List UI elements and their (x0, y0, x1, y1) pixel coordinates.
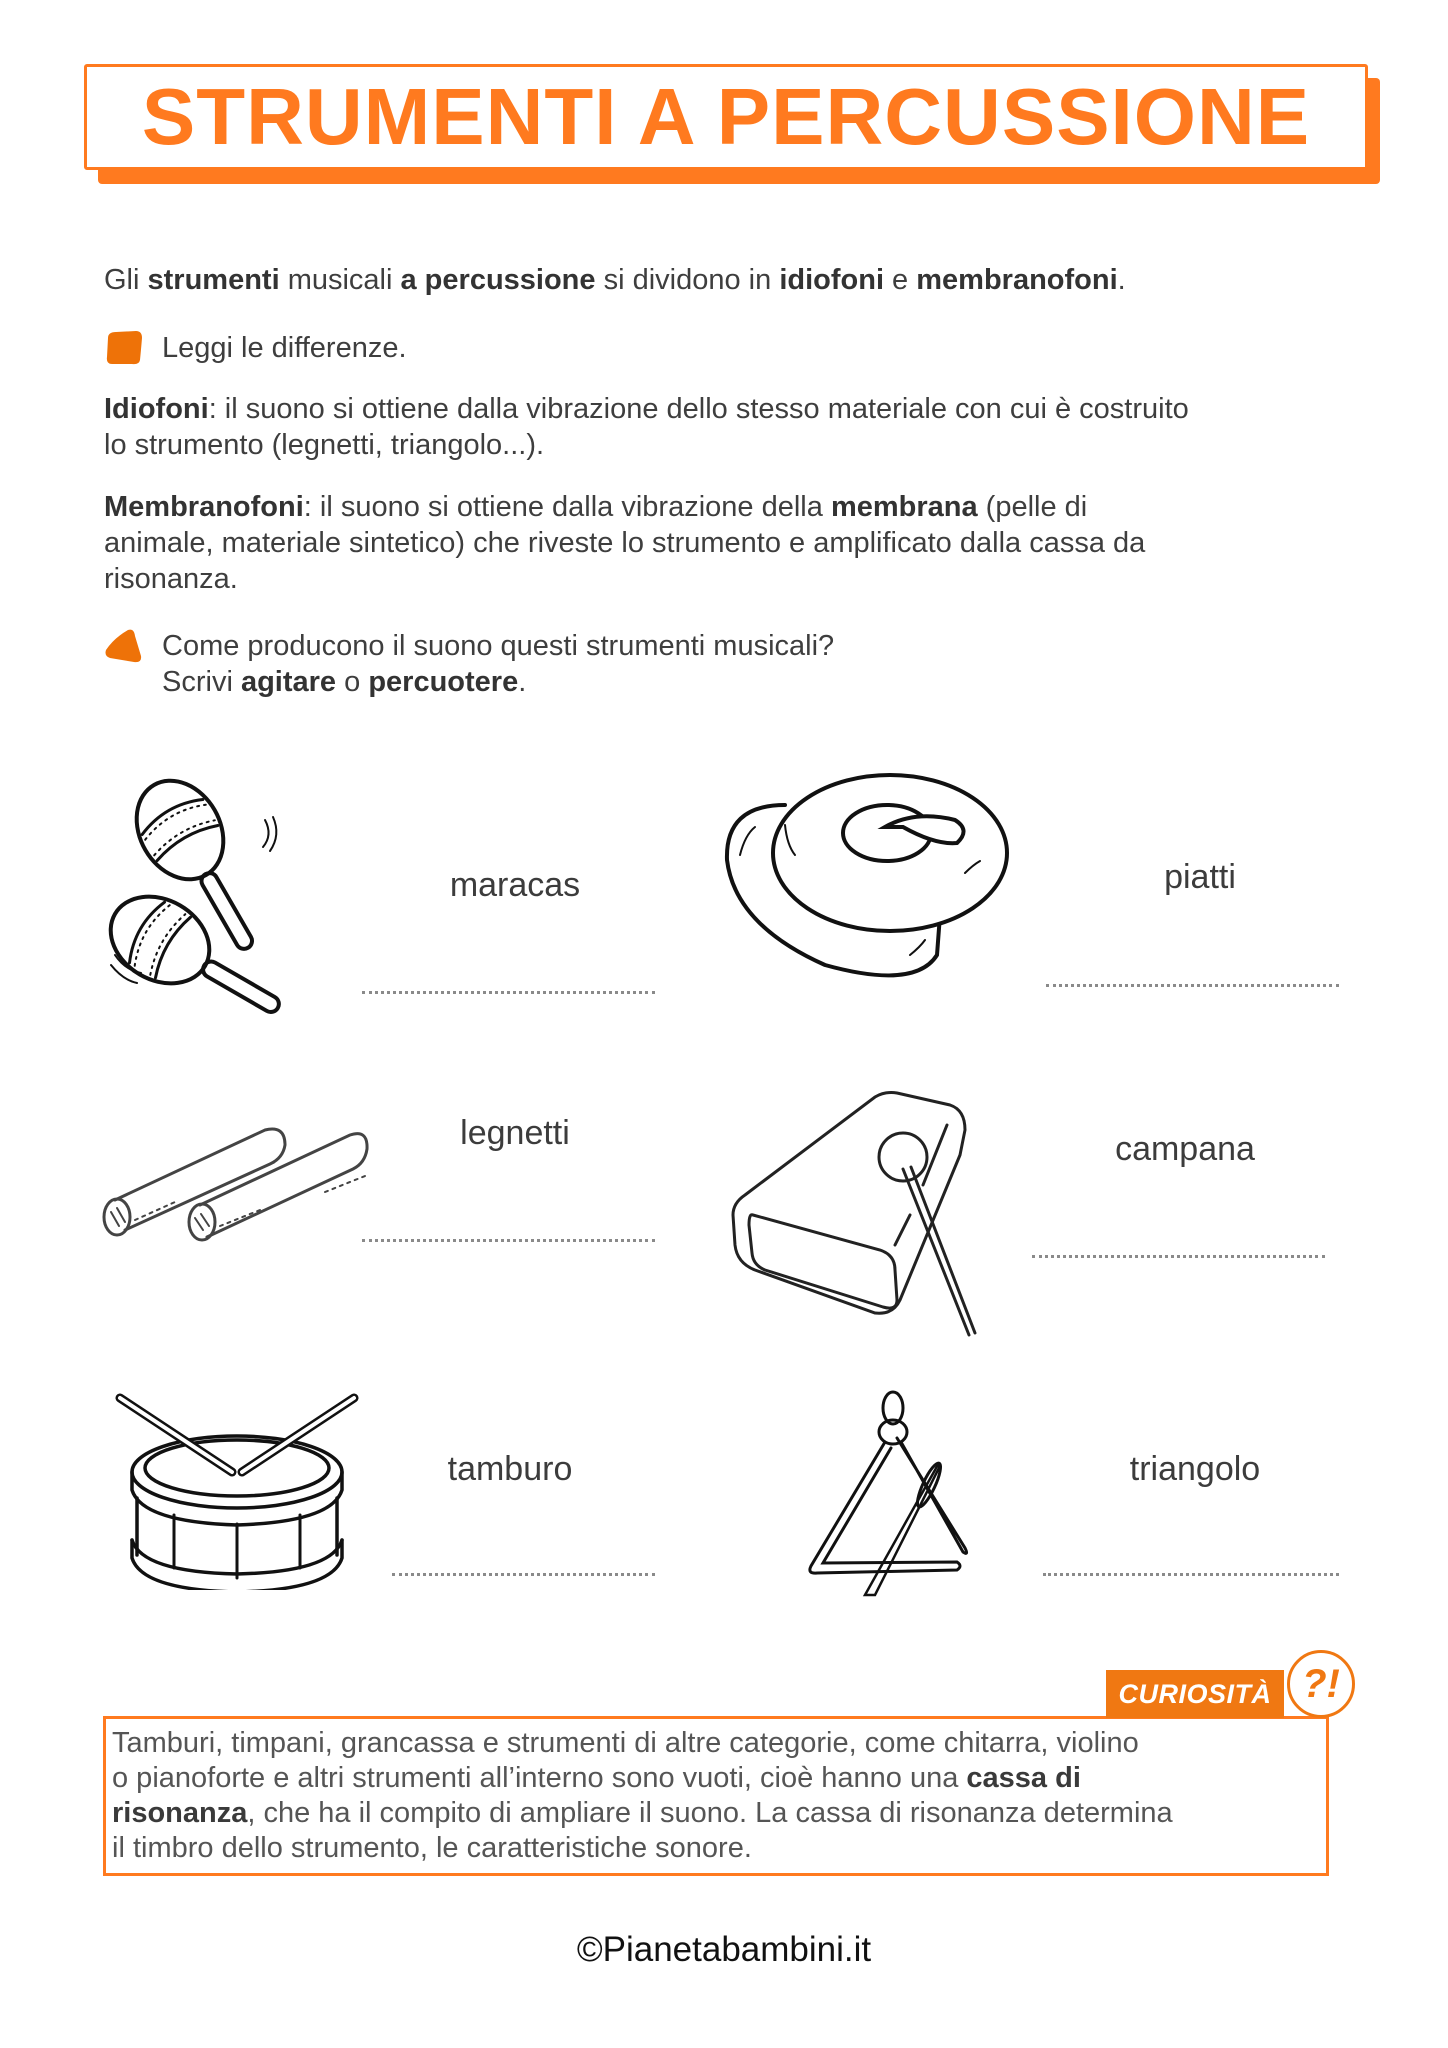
instrument-label-campana: campana (1115, 1130, 1255, 1168)
page-title: STRUMENTI A PERCUSSIONE (141, 72, 1311, 161)
intro-bold: membranofoni (916, 264, 1118, 296)
instruction-text: Leggi le differenze. (162, 332, 407, 364)
task-text: Scrivi (162, 666, 241, 698)
intro-bold: a percussione (400, 264, 596, 296)
risonanza-bold: risonanza (112, 1797, 248, 1829)
answer-line-piatti[interactable] (1046, 983, 1339, 987)
curiosity-text (112, 1726, 1322, 1866)
curiosity-line2: o pianoforte e altri strumenti all’interno sono vuoti, cioè hanno una (112, 1762, 967, 1794)
orange-triangle-icon (104, 628, 144, 664)
membranofoni-line1-end: (pelle di (977, 491, 1088, 523)
instrument-label-triangolo: triangolo (1129, 1450, 1261, 1488)
instrument-label-tamburo: tamburo (447, 1450, 573, 1488)
percuotere-bold: percuotere (368, 666, 519, 698)
idiofoni-term: Idiofoni (104, 393, 209, 425)
cowbell-icon (725, 1085, 1000, 1345)
claves-icon (95, 1120, 385, 1250)
intro-text: Gli (104, 264, 148, 296)
task-text: . (518, 666, 527, 698)
intro-paragraph (104, 262, 1126, 298)
membranofoni-term: Membranofoni (104, 491, 304, 523)
instrument-label-maracas: maracas (449, 866, 581, 904)
drum-icon (112, 1390, 362, 1590)
answer-line-tamburo[interactable] (392, 1572, 655, 1576)
answer-line-legnetti[interactable] (362, 1238, 655, 1242)
answer-line-maracas[interactable] (362, 990, 655, 994)
triangle-instrument-icon (795, 1390, 995, 1620)
cymbals-icon (715, 765, 1025, 985)
agitare-bold: agitare (240, 666, 337, 698)
membranofoni-definition (104, 489, 1145, 597)
intro-text: musicali (279, 264, 401, 296)
instrument-label-piatti: piatti (1164, 858, 1236, 896)
task-text: o (336, 666, 369, 698)
idiofoni-definition (104, 391, 1189, 463)
curiosity-symbol: ?! (1302, 1662, 1340, 1706)
copyright-footer: ©Pianetabambini.it (576, 1930, 872, 1969)
idiofoni-line1: : il suono si ottiene dalla vibrazione dello stesso materiale con cui è costruito (208, 393, 1189, 425)
title-box (84, 64, 1368, 170)
intro-bold: strumenti (147, 264, 280, 296)
membranofoni-line2: animale, materiale sintetico) che riveste lo strumento e amplificato dalla cassa da (104, 527, 1146, 559)
instrument-label-legnetti: legnetti (460, 1114, 570, 1152)
intro-bold: idiofoni (779, 264, 884, 296)
instruction-read (104, 330, 407, 366)
curiosity-line1: Tamburi, timpani, grancassa e strumenti di altre categorie, come chitarra, violino (112, 1727, 1139, 1759)
maracas-icon (105, 775, 325, 1025)
question-exclamation-icon (1287, 1650, 1355, 1718)
intro-text: . (1117, 264, 1126, 296)
instruction-question: Come producono il suono questi strumenti musicali? (162, 630, 835, 662)
answer-line-campana[interactable] (1032, 1254, 1325, 1258)
idiofoni-line2: lo strumento (legnetti, triangolo...). (104, 429, 545, 461)
curiosity-tag-label: CURIOSITÀ (1118, 1678, 1272, 1709)
instruction-task (162, 664, 834, 700)
curiosity-tag (1106, 1670, 1284, 1718)
intro-text: si dividono in (595, 264, 780, 296)
answer-line-triangolo[interactable] (1043, 1572, 1339, 1576)
curiosity-line3: , che ha il compito di ampliare il suono. La cassa di risonanza determina (247, 1797, 1173, 1829)
intro-text: e (884, 264, 917, 296)
orange-blob-icon (104, 330, 144, 366)
instruction-write (104, 628, 834, 700)
membrana-bold: membrana (830, 491, 978, 523)
membranofoni-line3: risonanza. (104, 563, 238, 595)
cassa-bold: cassa di (966, 1762, 1081, 1794)
membranofoni-line1: : il suono si ottiene dalla vibrazione della (303, 491, 831, 523)
curiosity-line4: il timbro dello strumento, le caratteristiche sonore. (112, 1832, 752, 1864)
